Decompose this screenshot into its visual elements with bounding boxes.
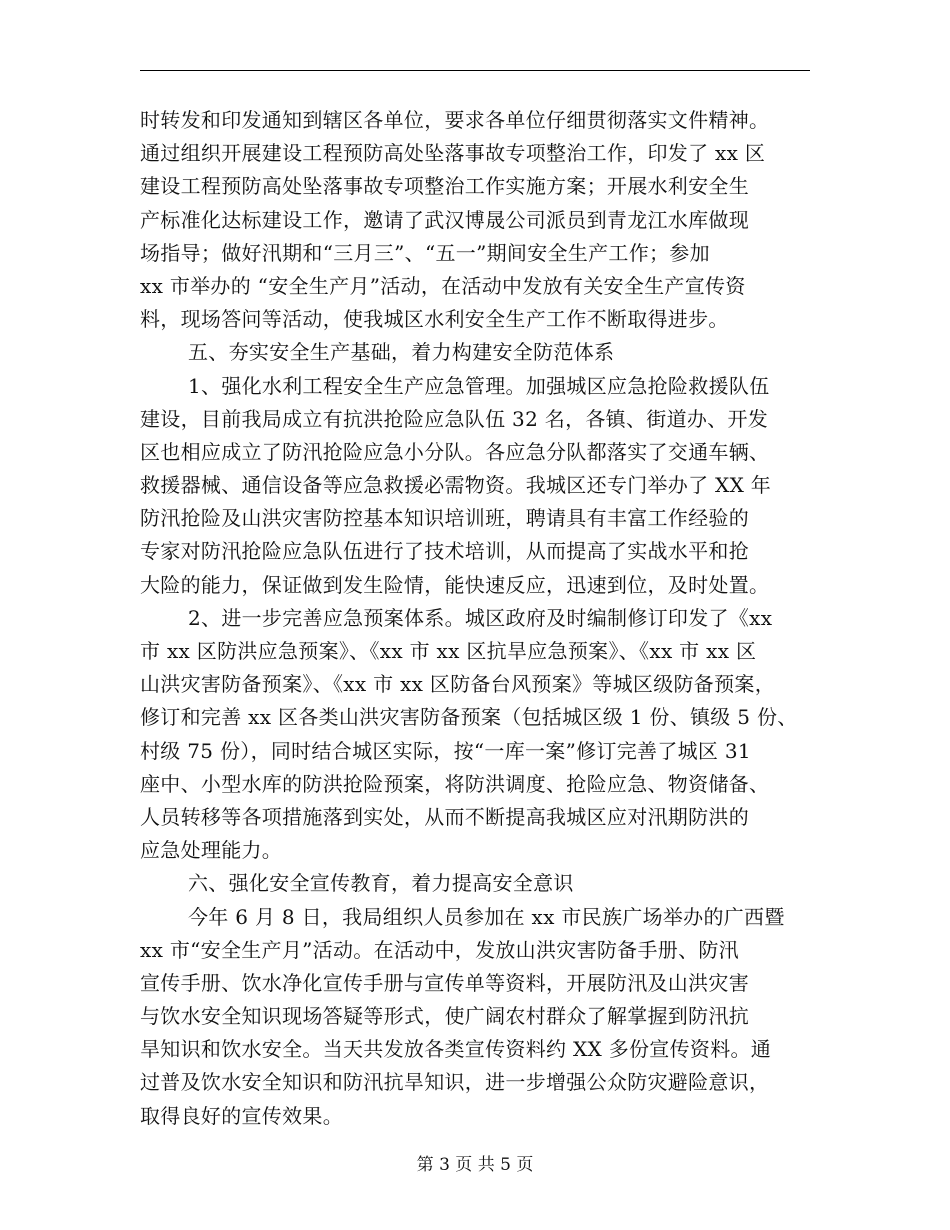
text-line: 五、夯实安全生产基础，着力构建安全防范体系 [188, 340, 615, 365]
text-line: 今年 6 月 8 日，我局组织人员参加在 xx 市民族广场举办的广西暨 [188, 904, 785, 929]
text-line: 产标准化达标建设工作，邀请了武汉博晟公司派员到青龙江水库做现 [140, 207, 749, 232]
text-line: 料，现场答问等活动，使我城区水利安全生产工作不断取得进步。 [140, 307, 729, 332]
document-body [140, 104, 818, 1133]
header-rule [140, 70, 810, 71]
text-line: 宣传手册、饮水净化宣传手册与宣传单等资料，开展防汛及山洪灾害 [140, 970, 749, 995]
page-number-footer: 第 3 页 共 5 页 [416, 1155, 534, 1175]
text-line: 村级 75 份），同时结合城区实际，按“一库一案”修订完善了城区 31 [140, 738, 751, 763]
text-line: 时转发和印发通知到辖区各单位，要求各单位仔细贯彻落实文件精神。 [140, 108, 770, 132]
text-line: 场指导；做好汛期和“三月三”、“五一”期间安全生产工作；参加 [140, 240, 710, 265]
text-line: 应急处理能力。 [140, 838, 283, 863]
text-line: 2、进一步完善应急预案体系。城区政府及时编制修订印发了《xx [188, 605, 773, 630]
text-line: 专家对防汛抢险应急队伍进行了技术培训，从而提高了实战水平和抢 [140, 539, 749, 564]
text-line: 市 xx 区防洪应急预案》、《xx 市 xx 区抗旱应急预案》、《xx 市 xx 区 [140, 639, 757, 663]
text-line: 座中、小型水库的防洪抢险预案，将防洪调度、抢险应急、物资储备、 [140, 771, 770, 796]
text-line: 建设，目前我局成立有抗洪抢险应急队伍 32 名，各镇、街道办、开发 [140, 406, 769, 431]
text-line: 六、强化安全宣传教育，着力提高安全意识 [188, 871, 574, 896]
text-line: 山洪灾害防备预案》、《xx 市 xx 区防备台风预案》等城区级防备预案， [140, 672, 775, 697]
text-line: 救援器械、通信设备等应急救援必需物资。我城区还专门举办了 XX 年 [140, 473, 772, 498]
text-line: xx 市举办的 “安全生产月”活动，在活动中发放有关安全生产宣传资 [140, 273, 746, 298]
text-line: 防汛抢险及山洪灾害防控基本知识培训班，聘请具有丰富工作经验的 [140, 506, 749, 531]
text-line: 人员转移等各项措施落到实处，从而不断提高我城区应对汛期防洪的 [140, 804, 749, 829]
text-line: 过普及饮水安全知识和防汛抗旱知识，进一步增强公众防灾避险意识， [140, 1070, 770, 1095]
text-line: 取得良好的宣传效果。 [140, 1103, 343, 1128]
text-line: 修订和完善 xx 区各类山洪灾害防备预案（包括城区级 1 份、镇级 5 份、 [140, 705, 798, 730]
text-line: 旱知识和饮水安全。当天共发放各类宣传资料约 XX 多份宣传资料。通 [140, 1037, 772, 1062]
text-line: 大险的能力，保证做到发生险情，能快速反应，迅速到位，及时处置。 [140, 572, 770, 597]
text-line: 区也相应成立了防汛抢险应急小分队。各应急分队都落实了交通车辆、 [140, 439, 770, 464]
text-line: 与饮水安全知识现场答疑等形式，使广阔农村群众了解掌握到防汛抗 [140, 1004, 749, 1029]
text-line: 建设工程预防高处坠落事故专项整治工作实施方案；开展水利安全生 [140, 174, 749, 199]
text-line: 通过组织开展建设工程预防高处坠落事故专项整治工作，印发了 xx 区 [140, 141, 766, 166]
text-line: 1、强化水利工程安全生产应急管理。加强城区应急抢险救援队伍 [188, 373, 770, 398]
text-line: xx 市“安全生产月”活动。在活动中，发放山洪灾害防备手册、防汛 [140, 937, 739, 962]
